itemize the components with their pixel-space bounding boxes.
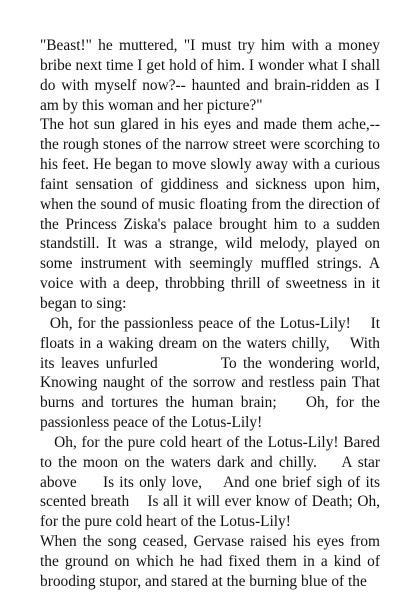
paragraph-song-verse-1: Oh, for the passionless peace of the Lotus-Lily! It floats in a waking dream on the waters chilly, With its leaves unfurled To the wondering world, Knowing naught of the sorrow and restless pain That burns and tortures the human brain; Oh, for the passionless peace of the Lotus-Lily!	[40, 314, 380, 432]
document-page	[40, 36, 380, 592]
paragraph-song-verse-2: Oh, for the pure cold heart of the Lotus-Lily! Bared to the moon on the waters dark and chilly. A star above Is its only love, And one brief sigh of its scented breath Is all it will ever know of Death; Oh, for the pure cold heart of the Lotus-Lily!	[40, 433, 380, 531]
paragraph-song-ceased: When the song ceased, Gervase raised his eyes from the ground on which he had fixed them in a kind of brooding stupor, and stared at the burning blue of the	[40, 533, 380, 590]
paragraph-beast-quote: "Beast!" he muttered, "I must try him with a money bribe next time I get hold of him. I wonder what I shall do with myself now?-- haunted and brain-ridden as I am by this woman and her picture?"	[40, 37, 380, 114]
paragraph-hot-sun: The hot sun glared in his eyes and made them ache,-- the rough stones of the narrow street were scorching to his feet. He began to move slowly away with a curious faint sensation of giddiness and sickness upon him, when the sound of music floating from the direction of the Princess Ziska's palace brought him to a sudden standstill. It was a strange, wild melody, played on some instrument with seemingly muffled strings. A voice with a deep, throbbing thrill of sweetness in it began to sing:	[40, 116, 380, 312]
